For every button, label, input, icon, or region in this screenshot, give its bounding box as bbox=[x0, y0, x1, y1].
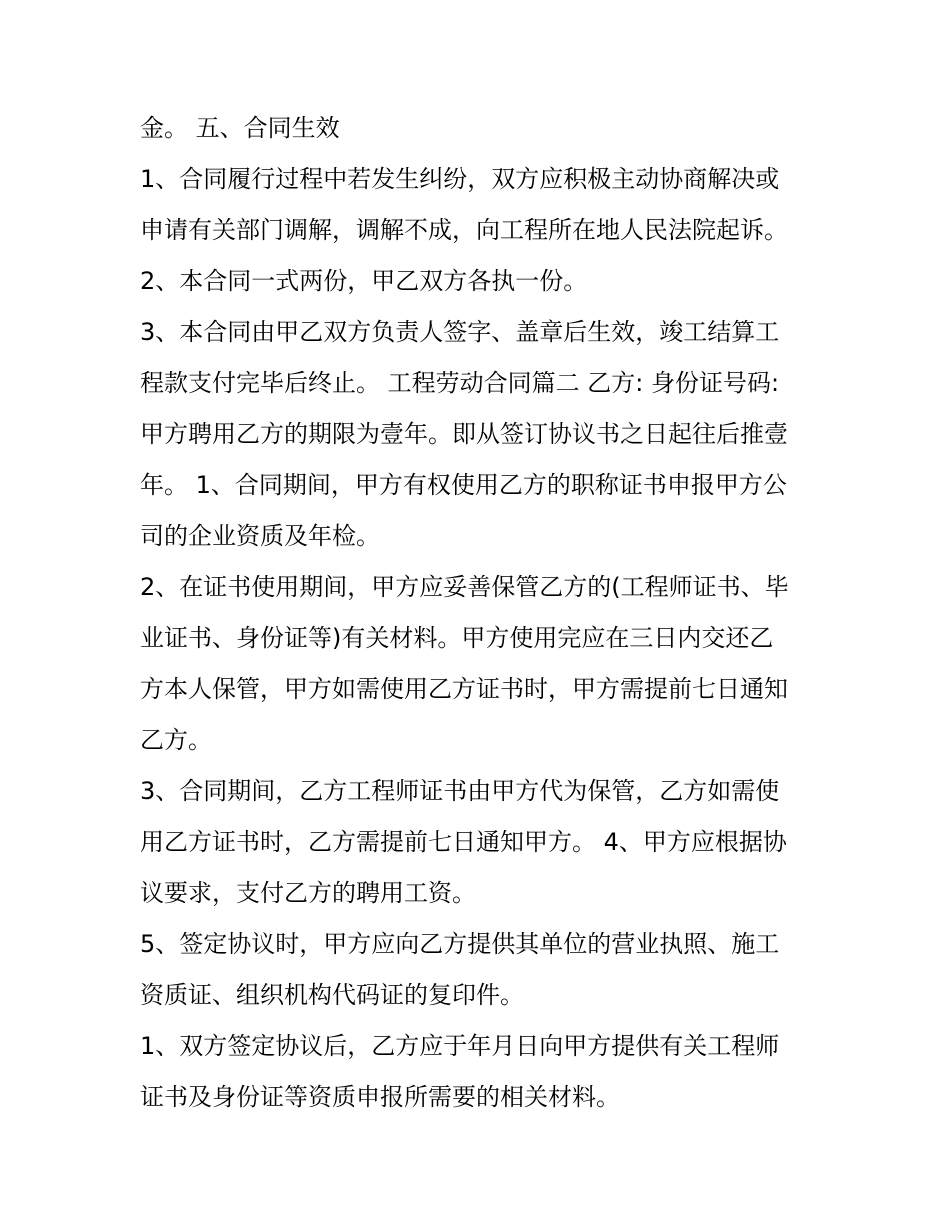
text-line: 金。 五、合同生效 bbox=[140, 114, 340, 142]
text-line: 用乙方证书时，乙方需提前七日通知甲方。 4、甲方应根据协 bbox=[140, 828, 787, 856]
text-line: 议要求，支付乙方的聘用工资。 bbox=[140, 879, 476, 907]
text-line: 1、双方签定协议后，乙方应于年月日向甲方提供有关工程师 bbox=[140, 1032, 780, 1060]
text-line: 程款支付完毕后终止。 工程劳动合同篇二 乙方: 身份证号码: bbox=[140, 369, 780, 397]
text-line: 申请有关部门调解，调解不成，向工程所在地人民法院起诉。 bbox=[140, 216, 788, 244]
text-line: 3、本合同由甲乙双方负责人签字、盖章后生效，竣工结算工 bbox=[140, 318, 780, 346]
text-line: 甲方聘用乙方的期限为壹年。即从签订协议书之日起往后推壹 bbox=[140, 420, 788, 448]
text-line: 司的企业资质及年检。 bbox=[140, 522, 380, 550]
text-line: 资质证、组织机构代码证的复印件。 bbox=[140, 981, 524, 1009]
text-line: 1、合同履行过程中若发生纠纷，双方应积极主动协商解决或 bbox=[140, 165, 780, 193]
text-line: 5、签定协议时，甲方应向乙方提供其单位的营业执照、施工 bbox=[140, 930, 780, 958]
text-line: 年。 1、合同期间，甲方有权使用乙方的职称证书申报甲方公 bbox=[140, 471, 787, 499]
text-line: 方本人保管，甲方如需使用乙方证书时，甲方需提前七日通知 bbox=[140, 675, 788, 703]
text-line: 乙方。 bbox=[140, 726, 212, 754]
text-line: 2、在证书使用期间，甲方应妥善保管乙方的(工程师证书、毕 bbox=[140, 573, 789, 601]
text-line: 3、合同期间，乙方工程师证书由甲方代为保管，乙方如需使 bbox=[140, 777, 780, 805]
document-body bbox=[140, 103, 830, 1123]
text-line: 2、本合同一式两份，甲乙双方各执一份。 bbox=[140, 267, 588, 295]
text-line: 业证书、身份证等)有关材料。甲方使用完应在三日内交还乙 bbox=[140, 624, 774, 652]
text-line: 证书及身份证等资质申报所需要的相关材料。 bbox=[140, 1083, 620, 1111]
